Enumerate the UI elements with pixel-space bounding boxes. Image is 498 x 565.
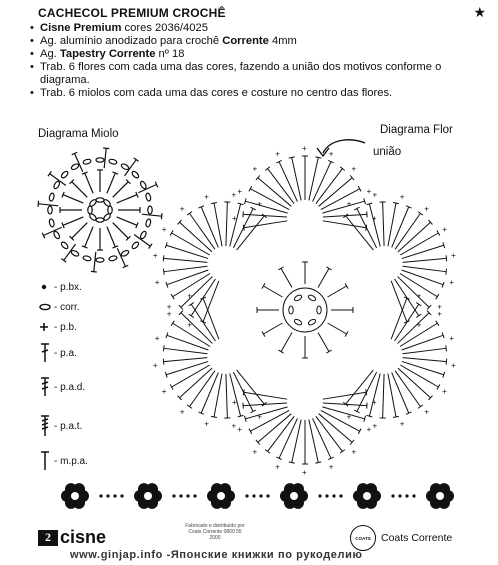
item-text: Ag. alumínio anodizado para crochê	[40, 35, 223, 47]
list-item	[30, 48, 485, 61]
oval-symbol-icon	[38, 301, 54, 313]
coats-logo	[350, 525, 452, 551]
legend-row	[38, 320, 77, 334]
watermark: www.ginjap.info -Японские книжки по рукоделию	[70, 549, 363, 561]
half-stitch-icon	[38, 450, 54, 472]
legend-row	[38, 376, 85, 398]
dot-symbol-icon	[38, 281, 54, 293]
svg-text:+: +	[372, 398, 377, 407]
svg-text:+: +	[237, 424, 243, 434]
legend-text: - p.a.t.	[54, 420, 83, 432]
item-text: Ag.	[40, 48, 60, 60]
item-text: nº 18	[155, 48, 185, 60]
item-bold: Cisne Premium	[40, 22, 122, 34]
svg-text:+: +	[372, 190, 378, 200]
flower-strip	[55, 480, 455, 512]
legend-row	[38, 300, 80, 314]
svg-text:+: +	[346, 412, 352, 422]
legend-text: - corr.	[54, 301, 80, 313]
legend-row	[38, 280, 82, 294]
svg-text:+: +	[152, 250, 158, 260]
svg-text:+: +	[399, 419, 405, 429]
svg-text:+: +	[372, 421, 378, 431]
legend-text: - m.p.a.	[54, 455, 88, 467]
svg-text:+: +	[252, 164, 258, 174]
page-title: CACHECOL PREMIUM CROCHÊ	[38, 6, 226, 20]
svg-text:+: +	[437, 309, 442, 319]
svg-text:+: +	[424, 204, 429, 214]
svg-text:+: +	[187, 291, 192, 301]
coats-badge-icon: COATS	[350, 525, 376, 551]
cisne-logo-text: cisne	[60, 527, 107, 547]
bullet-icon: •	[30, 35, 34, 47]
svg-text:+: +	[232, 214, 237, 223]
svg-text:+: +	[166, 309, 172, 319]
svg-text:+: +	[437, 302, 442, 312]
svg-text:+: +	[442, 387, 447, 396]
svg-text:+: +	[231, 190, 237, 200]
svg-text:+: +	[372, 214, 377, 223]
legend-text: - p.bx.	[54, 281, 82, 293]
legend-text: - p.a.d.	[54, 381, 86, 393]
svg-text:+: +	[366, 187, 372, 197]
bullet-icon: •	[30, 61, 34, 73]
item-text: 4mm	[268, 35, 297, 47]
svg-text:+: +	[302, 468, 307, 477]
uniao-label: união	[373, 146, 402, 158]
item-text: Trab. 6 flores com cada uma das cores, fazendo a união dos motivos conforme o diagrama.	[40, 61, 442, 86]
svg-text:+: +	[204, 419, 209, 429]
svg-text:+: +	[451, 361, 456, 371]
cisne-logo	[38, 527, 106, 548]
svg-text:+: +	[275, 149, 280, 159]
svg-text:+: +	[187, 320, 192, 330]
svg-text:+: +	[424, 407, 429, 417]
svg-text:+: +	[179, 204, 185, 214]
tall-stitch-3-icon	[38, 414, 54, 438]
svg-text:+: +	[399, 192, 405, 202]
svg-text:+: +	[328, 149, 334, 159]
flor-label: Diagrama Flor	[380, 124, 453, 136]
star-icon: ★	[473, 4, 486, 20]
svg-text:+: +	[154, 333, 160, 343]
svg-text:+: +	[275, 462, 280, 472]
legend-row	[38, 414, 82, 438]
list-item	[30, 22, 485, 35]
item-bold: Corrente	[222, 35, 269, 47]
svg-text:+: +	[351, 164, 357, 174]
svg-text:+: +	[152, 361, 158, 371]
svg-text:+: +	[449, 333, 454, 343]
legend-row	[38, 450, 88, 472]
svg-text:+: +	[161, 225, 167, 234]
coats-name: Coats Corrente	[381, 532, 453, 544]
legend-row	[38, 342, 77, 364]
svg-text:+: +	[237, 187, 243, 197]
svg-text:+: +	[154, 278, 160, 288]
svg-text:+: +	[204, 192, 209, 202]
svg-text:+: +	[166, 302, 172, 312]
svg-text:+: +	[252, 447, 258, 457]
bullet-icon: •	[30, 87, 34, 99]
flower-diagram	[145, 135, 485, 477]
svg-text:+: +	[346, 199, 352, 209]
svg-text:+: +	[351, 447, 357, 457]
list-item	[30, 35, 485, 48]
svg-text:+: +	[451, 250, 456, 260]
small-print: Fabricado e distribuído por Coats Corrente 0800 55 2000	[185, 523, 245, 541]
svg-text:+: +	[231, 421, 237, 431]
legend-text: - p.b.	[54, 321, 77, 333]
bullet-icon: •	[30, 48, 34, 60]
svg-text:+: +	[257, 412, 262, 422]
legend-text: - p.a.	[54, 347, 77, 359]
item-bold: Tapestry Corrente	[59, 48, 156, 60]
svg-text:+: +	[232, 398, 237, 407]
tall-stitch-1-icon	[38, 342, 54, 364]
item-text: Trab. 6 miolos com cada uma das cores e costure no centro das flores.	[40, 87, 393, 99]
svg-text:+: +	[328, 462, 334, 472]
svg-text:+: +	[366, 424, 372, 434]
svg-text:+: +	[416, 291, 422, 301]
svg-text:+: +	[416, 320, 422, 330]
svg-text:+: +	[449, 278, 454, 288]
bullet-icon: •	[30, 22, 34, 34]
list-item	[30, 61, 485, 87]
svg-text:+: +	[442, 225, 447, 234]
svg-text:+: +	[161, 387, 167, 396]
svg-text:+: +	[302, 144, 307, 153]
plus-symbol-icon	[38, 321, 54, 333]
cisne-logo-mark: 2	[38, 530, 58, 546]
miolo-label: Diagrama Miolo	[38, 128, 119, 140]
list-item	[30, 87, 485, 100]
item-text: cores 2036/4025	[121, 22, 208, 34]
svg-text:+: +	[179, 407, 185, 417]
tall-stitch-2-icon	[38, 376, 54, 398]
svg-text:+: +	[257, 199, 262, 209]
materials-list	[30, 22, 485, 100]
